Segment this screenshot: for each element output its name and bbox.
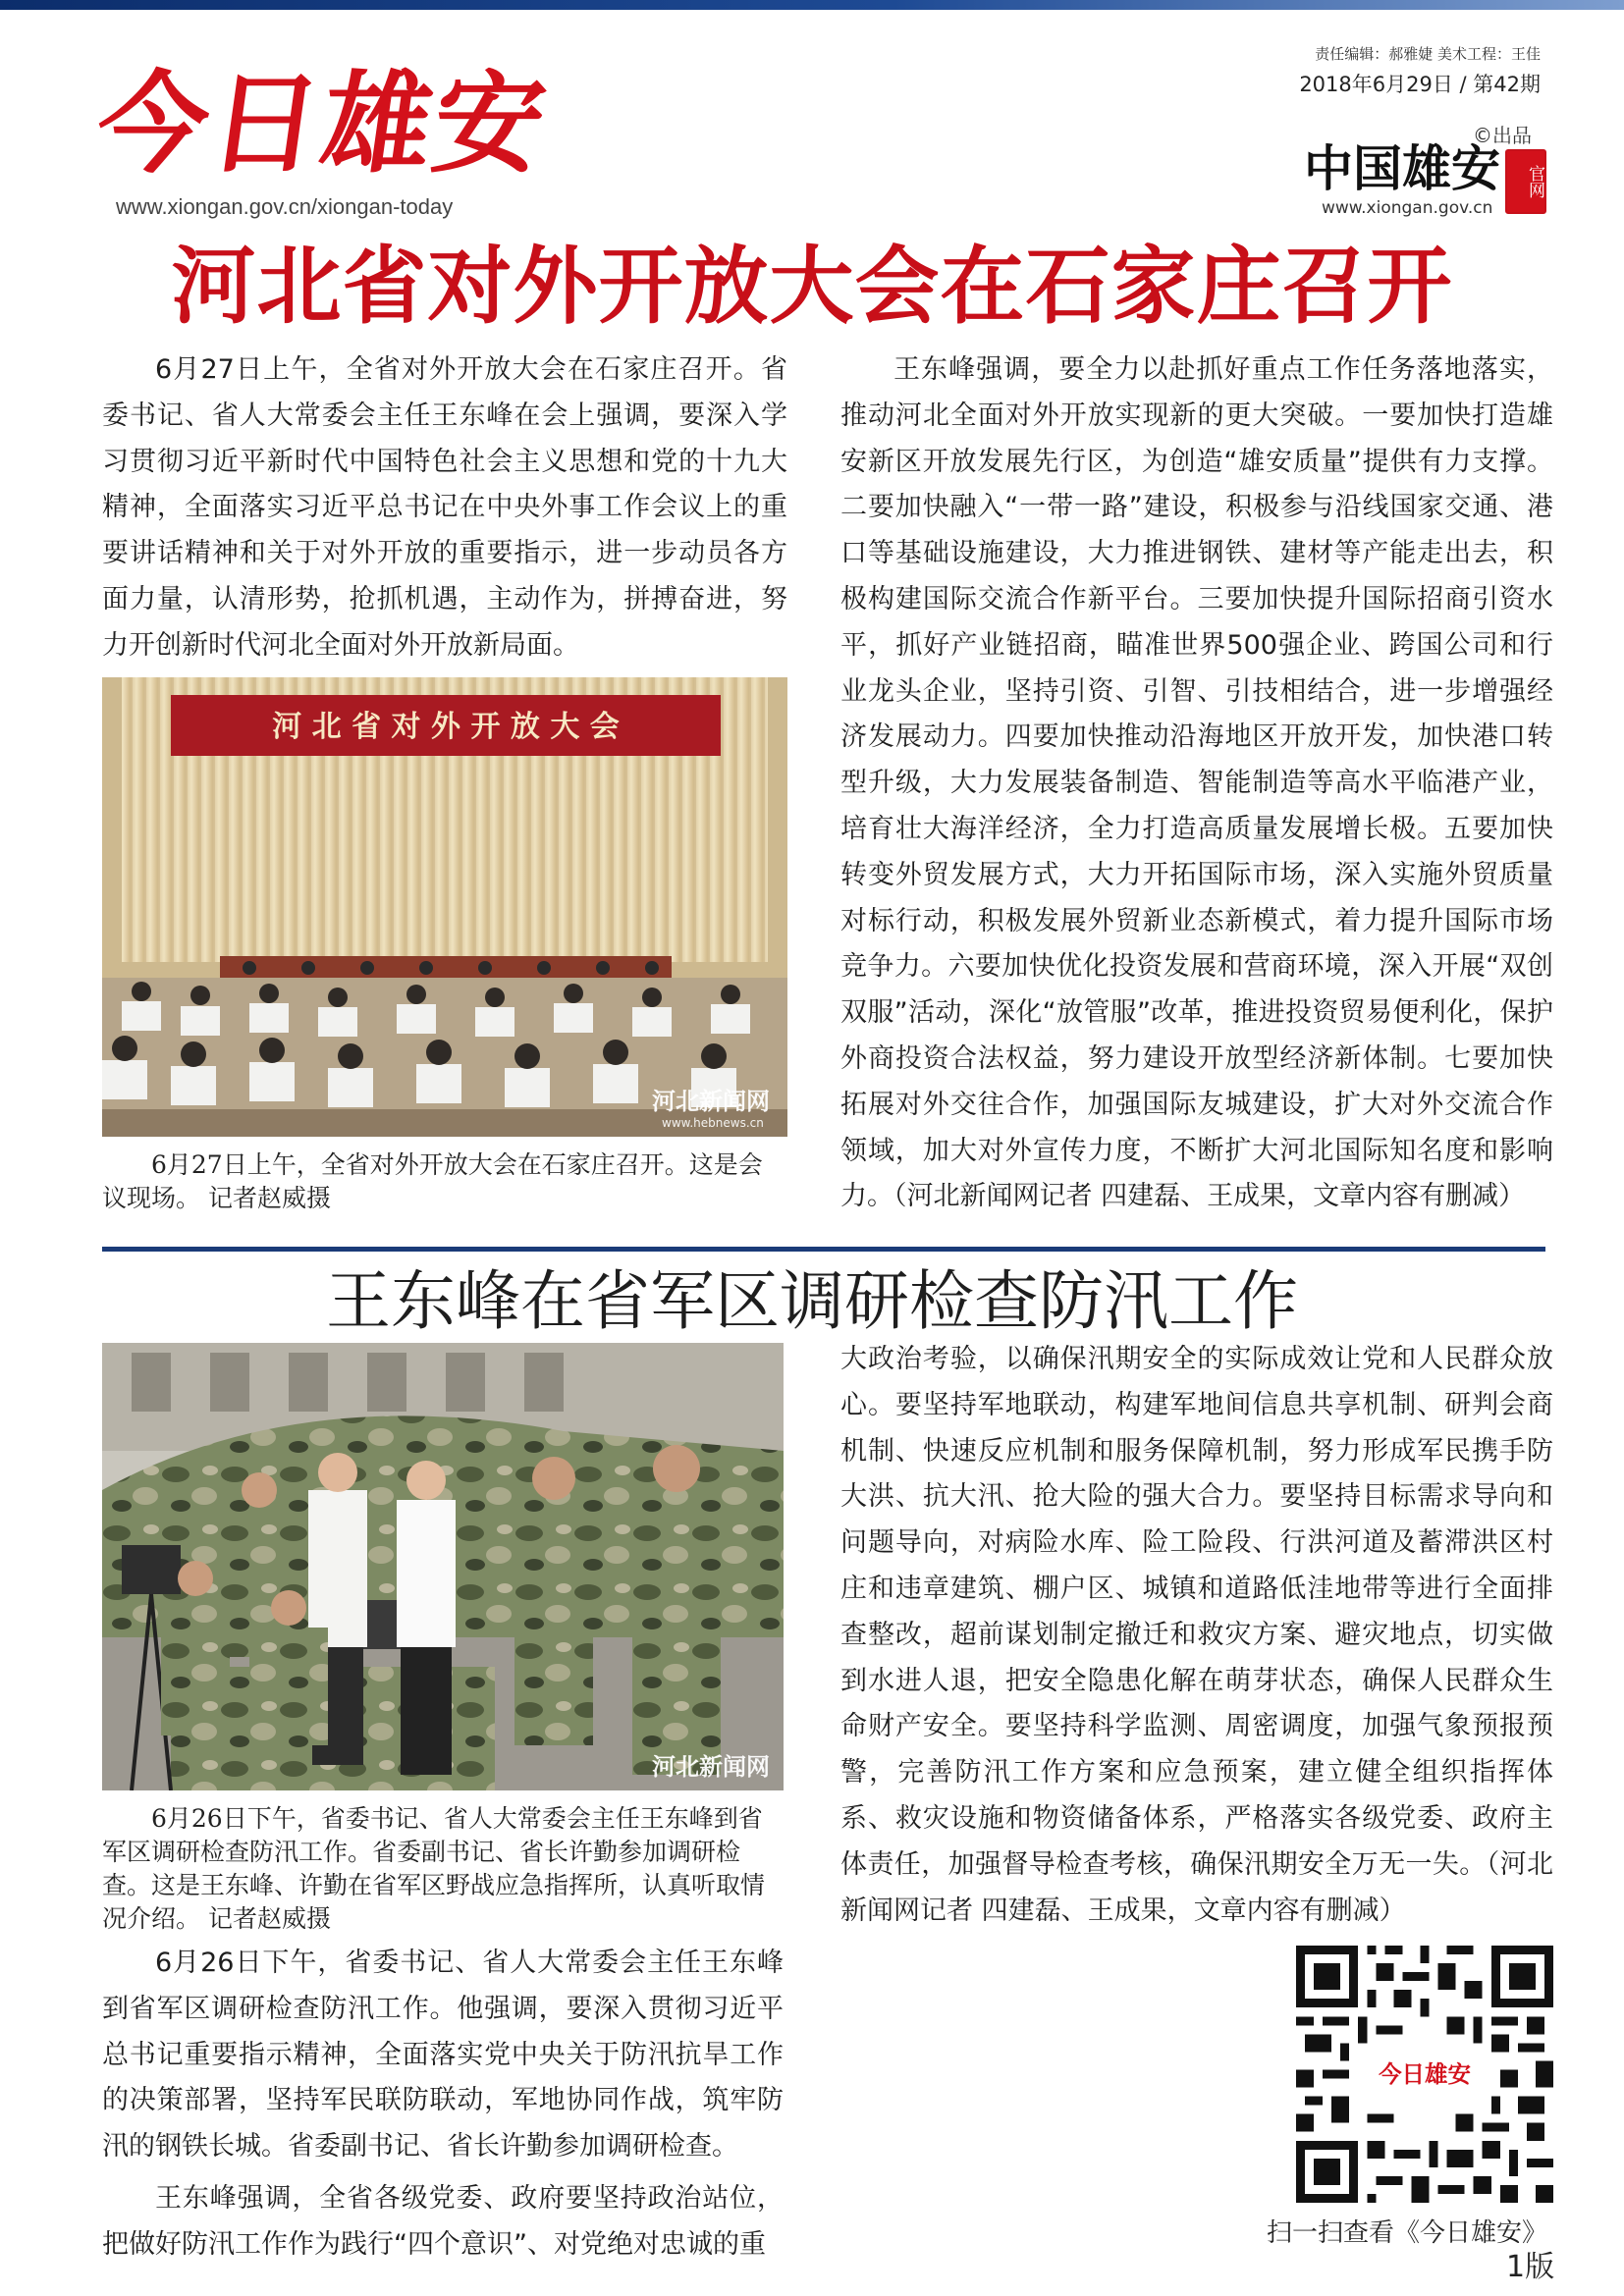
article2-left-column — [102, 1941, 784, 2269]
article1-headline: 河北省对外开放大会在石家庄召开 — [171, 237, 1453, 336]
seal-text: 官网 — [1525, 165, 1544, 198]
article2-photo-caption: 6月26日下午，省委书记、省人大常委会主任王东峰到省军区调研检查防汛工作。省委副书记、省长许勤参加调研检查。这是王东峰、许勤在省军区野战应急指挥所，认真听取情况介绍。 记者赵威摄 — [102, 1804, 766, 1933]
hebnews-watermark-1: 河北新闻网 — [652, 1087, 770, 1115]
conference-photo-art — [102, 677, 787, 1137]
article1-conference-photo — [102, 677, 787, 1137]
brand-url[interactable]: www.xiongan.gov.cn — [1322, 198, 1493, 218]
article1-right-paragraph: 王东峰强调，要全力以赴抓好重点工作任务落地落实，推动河北全面对外开放实现新的更大突破。一要加快打造雄安新区开放发展先行区，为创造“雄安质量”提供有力支撑。二要加快融入“一带一路”建设，积极参与沿线国家交通、港口等基础设施建设，大力推进钢铁、建材等产能走出去，积极构建国际交流合作新平台。三要加快提升国际招商引资水平，抓好产业链招商，瞄准世界500强企业、跨国公司和行业龙头企业，坚持引资、引智、引技相结合，进一步增强经济发展动力。四要加快推动沿海地区开放开发，加快港口转型升级，大力发展装备制造、智能制造等高水平临港产业，培育壮大海洋经济，全力打造高质量发展增长极。五要加快转变外贸发展方式，大力开拓国际市场，深入实施外贸质量对标行动，积极发展外贸新业态新模式，着力提升国际市场竞争力。六要加快优化投资发展和营商环境，深入开展“双创双服”活动，深化“放管服”改革，推进投资贸易便利化，保护外商投资合法权益，努力建设开放型经济新体制。七要加快拓展对外交往合作，加强国际友城建设，扩大对外交流合作领域，加大对外宣传力度，不断扩大河北国际知名度和影响力。（河北新闻网记者 四建磊、王成果，文章内容有删减） — [840, 354, 1553, 1212]
article1-right-column — [840, 347, 1553, 1220]
qr-code-art — [1296, 1946, 1553, 2203]
article1-left-paragraph: 6月27日上午，全省对外开放大会在石家庄召开。省委书记、省人大常委会主任王东峰在会上强调，要深入学习贯彻习近平新时代中国特色社会主义思想和党的十九大精神，全面落实习近平总书记在中央外事工作会议上的重要讲话精神和关于对外开放的重要指示，进一步动员各方面力量，认清形势，抢抓机遇，主动作为，拼搏奋进，努力开创新时代河北全面对外开放新局面。 — [102, 354, 787, 661]
article1-photo-caption: 6月27日上午，全省对外开放大会在石家庄召开。这是会议现场。 记者赵威摄 — [102, 1150, 763, 1212]
brand-logo-name: 中国雄安 — [1304, 139, 1500, 197]
issue-dateline: 2018年6月29日 / 第42期 — [1299, 73, 1541, 96]
masthead-title: 今日雄安 — [88, 60, 556, 188]
inspection-photo-art — [102, 1343, 784, 1790]
page-number: 1版 — [1506, 2250, 1555, 2284]
top-color-band — [0, 0, 1624, 10]
article2-left-paragraph-2: 王东峰强调，全省各级党委、政府要坚持政治站位，把做好防汛工作作为践行“四个意识”、对党绝对忠诚的重 — [102, 2182, 784, 2260]
conference-banner-text: 河 北 省 对 外 开 放 大 会 — [272, 710, 620, 744]
article2-left-paragraph-1: 6月26日下午，省委书记、省人大常委会主任王东峰到省军区调研检查防汛工作。他强调，要深入贯彻习近平总书记重要指示精神，全面落实党中央关于防汛抗旱工作的决策部署，坚持军民联防联动，军地协同作战，筑牢防汛的钢铁长城。省委副书记、省长许勤参加调研检查。 — [102, 1948, 784, 2163]
article2-right-paragraph: 大政治考验，以确保汛期安全的实际成效让党和人民群众放心。要坚持军地联动，构建军地间信息共享机制、研判会商机制、快速反应机制和服务保障机制，努力形成军民携手防大洪、抗大汛、抢大险的强大合力。要坚持目标需求导向和问题导向，对病险水库、险工险段、行洪河道及蓄滞洪区村庄和违章建筑、棚户区、城镇和道路低洼地带等进行全面排查整改，超前谋划制定撤迁和救灾方案、避灾地点，切实做到水进人退，把安全隐患化解在萌芽状态，确保人民群众生命财产安全。要坚持科学监测、周密调度，加强气象预报预警，完善防汛工作方案和应急预案，建立健全组织指挥体系、救灾设施和物资储备体系，严格落实各级党委、政府主体责任，加强督导检查考核，确保汛期安全万无一失。（河北新闻网记者 四建磊、王成果，文章内容有删减） — [840, 1344, 1553, 1926]
hebnews-watermark-url: www.hebnews.cn — [662, 1116, 764, 1130]
article2-right-column — [840, 1337, 1553, 1934]
qr-center-logo-text: 今日雄安 — [1379, 2060, 1471, 2089]
produced-by-label: ©出品 — [1473, 124, 1532, 147]
hebnews-watermark-2: 河北新闻网 — [652, 1752, 770, 1781]
qr-caption: 扫一扫查看《今日雄安》 — [1267, 2218, 1548, 2248]
editor-credits: 责任编辑：郝雅婕 美术工程：王佳 — [1315, 45, 1541, 63]
official-site-seal — [1505, 149, 1546, 214]
article1-left-column — [102, 347, 787, 669]
masthead-url[interactable]: www.xiongan.gov.cn/xiongan-today — [116, 194, 454, 219]
article2-headline: 王东峰在省军区调研检查防汛工作 — [326, 1263, 1298, 1339]
section-divider — [102, 1247, 1545, 1252]
article2-inspection-photo — [102, 1343, 784, 1790]
qr-code[interactable] — [1296, 1946, 1553, 2203]
